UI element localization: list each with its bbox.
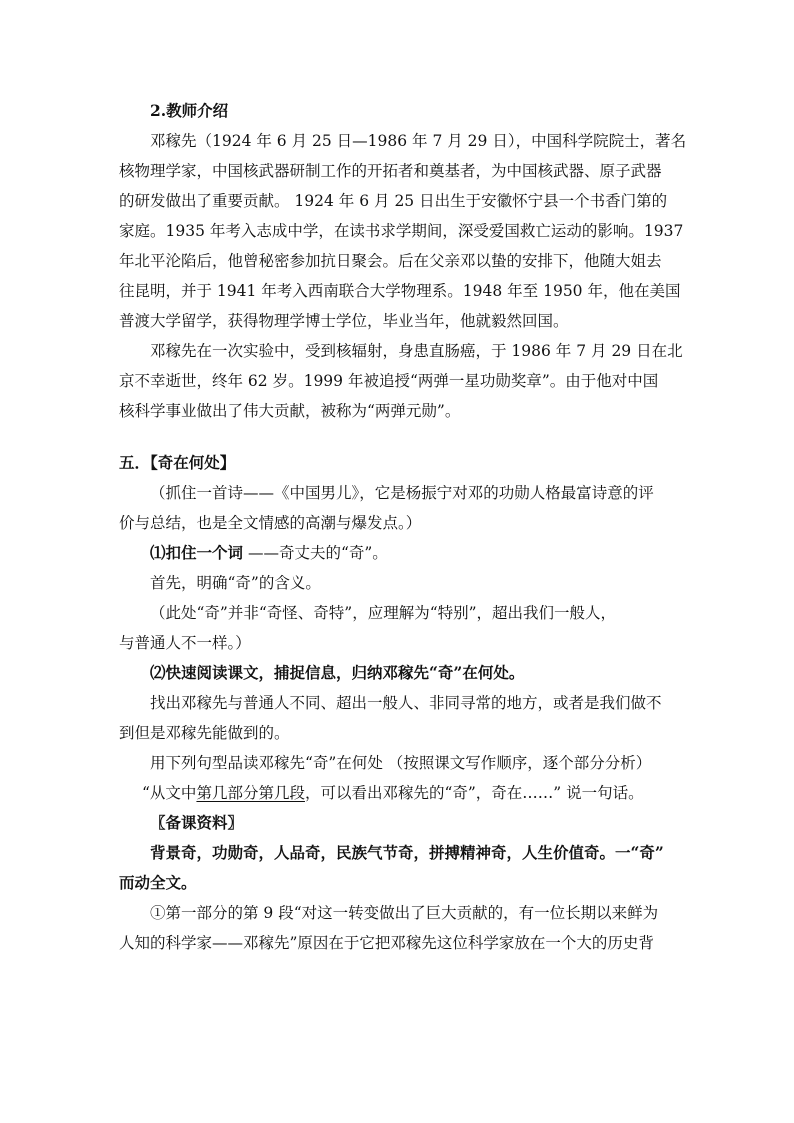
item-1-note xyxy=(119,598,677,658)
text-line: 往昆明，并于 1941 年考入西南联合大学物理系。1948 年至 1950 年，他在美国 xyxy=(119,282,681,300)
text-line: 年北平沦陷后，他曾秘密参加抗日聚会。后在父亲邓以蛰的安排下，他随大姐去 xyxy=(119,252,662,270)
pattern-suffix: ，可以看出邓稼先的“奇”，奇在……” 说一句话。 xyxy=(304,784,644,802)
text-line: （抓住一首诗——《中国男儿》，它是杨振宁对邓的功勋人格最富诗意的评 xyxy=(150,484,654,502)
section-five-intro xyxy=(119,478,677,538)
item-1-label: ⑴扣住一个词 xyxy=(150,543,244,562)
materials-title: 〖备课资料〗 xyxy=(150,813,244,832)
item-2-heading: ⑵快速阅读课文，捕捉信息，归纳邓稼先“奇”在何处。 xyxy=(150,663,525,682)
document-page xyxy=(119,96,687,958)
text-line: ①第一部分的第 9 段“对这一转变做出了巨大贡献的，有一位长期以来鲜为 xyxy=(150,904,659,922)
summary-paragraph xyxy=(119,838,677,898)
text-line: 与普通人不一样。） xyxy=(119,634,251,652)
section-gap xyxy=(119,426,677,448)
pattern-instruction: 用下列句型品读邓稼先“奇”在何处 （按照课文写作顺序，逐个部分分析） xyxy=(150,754,652,772)
pattern-prefix: “从文中 xyxy=(142,784,197,802)
section-title-five: 五．【奇在何处】 xyxy=(119,453,236,472)
pattern-underlined: 第几部分第几段 xyxy=(196,784,305,802)
item-1-rest: ——奇丈夫的“奇”。 xyxy=(243,544,388,562)
item-1-heading xyxy=(119,538,677,568)
pattern-sentence xyxy=(119,778,677,808)
teacher-paragraph-2 xyxy=(119,336,683,426)
text-line: 京不幸逝世，终年 62 岁。1999 年被追授“两弹一星功勋奖章”。由于他对中国 xyxy=(119,372,659,390)
text-line: 价与总结，也是全文情感的高潮与爆发点。） xyxy=(119,514,422,532)
section-title-teacher: 2.教师介绍 xyxy=(150,101,229,120)
text-line: 邓稼先（1924 年 6 月 25 日—1986 年 7 月 29 日），中国科学院院士，著名 xyxy=(150,132,687,150)
text-line: 的研发做出了重要贡献。 1924 年 6 月 25 日出生于安徽怀宁县一个书香门第的 xyxy=(119,192,668,210)
item-1-text: 首先，明确“奇”的含义。 xyxy=(150,574,321,592)
text-line: 核科学事业做出了伟大贡献，被称为“两弹元勋”。 xyxy=(119,402,461,420)
text-line: 人知的科学家——邓稼先”原因在于它把邓稼先这位科学家放在一个大的历史背 xyxy=(119,934,654,952)
text-line: 背景奇，功勋奇，人品奇，民族气节奇，拼搏精神奇，人生价值奇。一“奇” xyxy=(150,843,664,862)
point-1-paragraph xyxy=(119,898,677,958)
text-line: 邓稼先在一次实验中，受到核辐射，身患直肠癌，于 1986 年 7 月 29 日在北 xyxy=(150,342,683,360)
text-line: 找出邓稼先与普通人不同、超出一般人、非同寻常的地方，或者是我们做不 xyxy=(150,694,662,712)
item-2-text xyxy=(119,688,677,748)
text-line: 普渡大学留学，获得物理学博士学位，毕业当年，他就毅然回国。 xyxy=(119,312,569,330)
text-line: 到但是邓稼先能做到的。 xyxy=(119,724,290,742)
text-line: 家庭。1935 年考入志成中学，在读书求学期间，深受爱国救亡运动的影响。1937 xyxy=(119,222,684,240)
text-line: （此处“奇”并非“奇怪、奇特”，应理解为“特别”，超出我们一般人， xyxy=(150,604,617,622)
text-line: 核物理学家，中国核武器研制工作的开拓者和奠基者，为中国核武器、原子武器 xyxy=(119,162,662,180)
teacher-paragraph-1 xyxy=(119,126,687,336)
text-line: 而动全文。 xyxy=(119,873,197,892)
